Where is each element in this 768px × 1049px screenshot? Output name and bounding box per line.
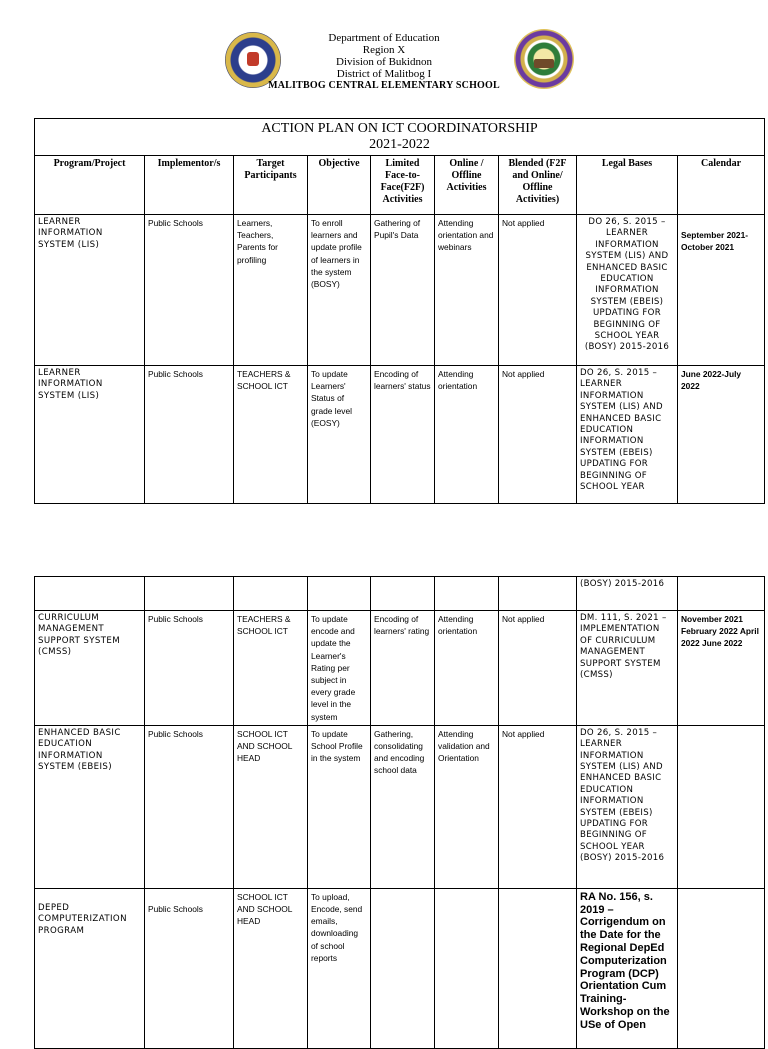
col-calendar: Calendar [678,156,765,215]
continuation-row [35,577,765,611]
action-plan-table-continued [34,576,765,1049]
col-blended: Blended (F2F and Online/ Offline Activities) [499,156,577,215]
program-cell: LEARNER INFORMATION SYSTEM (LIS) [35,215,145,366]
col-implementor: Implementor/s [145,156,234,215]
implementor-cell: Public Schools [145,611,234,726]
implementor-cell: Public Schools [145,215,234,366]
action-plan-table [34,118,765,504]
f2f-cell: Gathering, consolidating and encoding school data [371,725,435,888]
region-line: Region X [362,44,406,56]
blended-cell: Not applied [499,725,577,888]
legal-cell: DM. 111, S. 2021 – IMPLEMENTATION OF CURRICULUM MANAGEMENT SUPPORT SYSTEM (CMSS) [577,611,678,726]
online-cell: Attending orientation and webinars [435,215,499,366]
department-line: Department of Education [328,32,440,44]
col-objective: Objective [308,156,371,215]
table-row [35,725,765,888]
blended-cell [499,888,577,1048]
objective-cell: To update encode and update the Learner's Rating per subject in every grade level in the system [308,611,371,726]
calendar-cell [678,725,765,888]
online-cell [435,888,499,1048]
legal-cell: DO 26, S. 2015 – LEARNER INFORMATION SYSTEM (LIS) AND ENHANCED BASIC EDUCATION INFORMATION SYSTEM (EBEIS) UPDATING FOR BEGINNING OF SCHOOL YEAR (BOSY) 2015-2016 [577,215,678,366]
calendar-cell: June 2022-July 2022 [678,366,765,504]
target-cell: SCHOOL ICT AND SCHOOL HEAD [234,888,308,1048]
f2f-cell: Encoding of learners' rating [371,611,435,726]
f2f-cell: Encoding of learners' status [371,366,435,504]
table-row [35,366,765,504]
target-cell: Learners, Teachers, Parents for profiling [234,215,308,366]
program-cell: CURRICULUM MANAGEMENT SUPPORT SYSTEM (CMSS) [35,611,145,726]
school-name: MALITBOG CENTRAL ELEMENTARY SCHOOL [268,80,500,91]
program-cell: LEARNER INFORMATION SYSTEM (LIS) [35,366,145,504]
online-cell: Attending validation and Orientation [435,725,499,888]
f2f-cell: Gathering of Pupil's Data [371,215,435,366]
legal-cell: DO 26, S. 2015 – LEARNER INFORMATION SYSTEM (LIS) AND ENHANCED BASIC EDUCATION INFORMATION SYSTEM (EBEIS) UPDATING FOR BEGINNING OF SCHOOL YEAR (BOSY) 2015-2016 [577,725,678,888]
target-cell: TEACHERS & SCHOOL ICT [234,611,308,726]
col-target: Target Participants [234,156,308,215]
col-program: Program/Project [35,156,145,215]
col-legal: Legal Bases [577,156,678,215]
division-line: Division of Bukidnon [336,56,432,68]
column-header-row [35,156,765,215]
f2f-cell [371,888,435,1048]
online-cell: Attending orientation [435,611,499,726]
blended-cell: Not applied [499,215,577,366]
table-row [35,888,765,1048]
calendar-cell: September 2021-October 2021 [678,215,765,366]
legal-continuation: (BOSY) 2015-2016 [577,577,678,611]
objective-cell: To update Learners' Status of grade level (EOSY) [308,366,371,504]
program-cell: DEPED COMPUTERIZATION PROGRAM [35,888,145,1048]
col-online: Online / Offline Activities [435,156,499,215]
calendar-cell: November 2021 February 2022 April 2022 June 2022 [678,611,765,726]
blended-cell: Not applied [499,366,577,504]
implementor-cell: Public Schools [145,366,234,504]
document-header [0,0,768,110]
target-cell: SCHOOL ICT AND SCHOOL HEAD [234,725,308,888]
target-cell: TEACHERS & SCHOOL ICT [234,366,308,504]
implementor-cell: Public Schools [145,888,234,1048]
program-cell: ENHANCED BASIC EDUCATION INFORMATION SYSTEM (EBEIS) [35,725,145,888]
blended-cell: Not applied [499,611,577,726]
table-row [35,215,765,366]
objective-cell: To update School Profile in the system [308,725,371,888]
online-cell: Attending orientation [435,366,499,504]
objective-cell: To upload, Encode, send emails, downloading of school reports [308,888,371,1048]
legal-cell: DO 26, S. 2015 – LEARNER INFORMATION SYSTEM (LIS) AND ENHANCED BASIC EDUCATION INFORMATION SYSTEM (EBEIS) UPDATING FOR BEGINNING OF SCHOOL YEAR [577,366,678,504]
col-f2f: Limited Face-to-Face(F2F) Activities [371,156,435,215]
title-year: 2021-2022 [369,137,430,152]
legal-cell: RA No. 156, s. 2019 – Corrigendum on the Date for the Regional DepEd Computerization Program (DCP) Orientation Cum Training-Workshop on the USe of Open [577,888,678,1048]
title-line: ACTION PLAN ON ICT COORDINATORSHIP [261,121,538,136]
implementor-cell: Public Schools [145,725,234,888]
district-line: District of Malitbog I [336,68,432,80]
objective-cell: To enroll learners and update profile of learners in the system (BOSY) [308,215,371,366]
calendar-cell [678,888,765,1048]
table-row [35,611,765,726]
table-title [35,119,765,156]
